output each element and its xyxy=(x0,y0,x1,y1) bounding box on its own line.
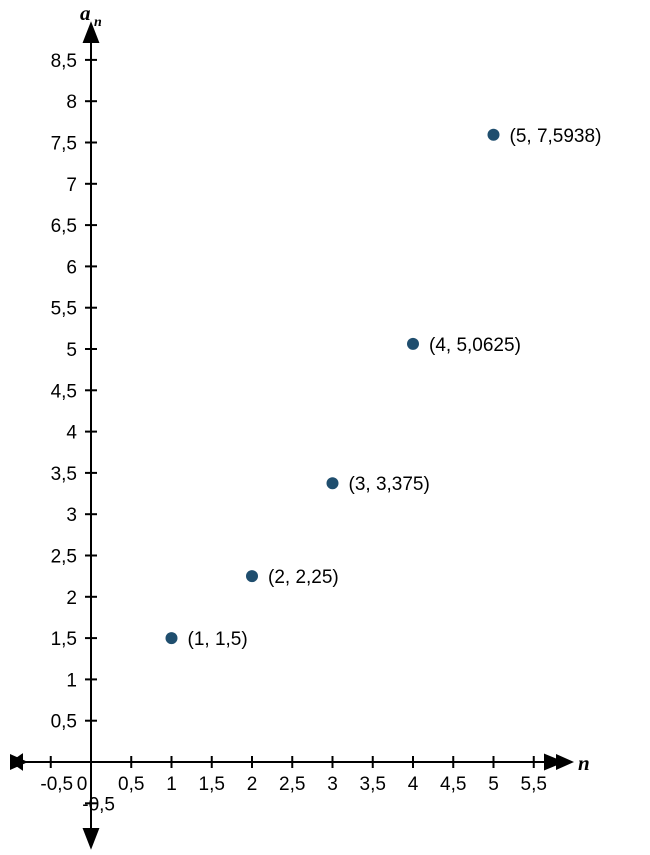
x-tick-label: 3,5 xyxy=(359,774,386,795)
x-tick-label: 4,5 xyxy=(440,774,467,795)
y-tick-label: 2,5 xyxy=(50,546,77,568)
x-tick-label: 5,5 xyxy=(520,774,547,795)
y-axis-title: a xyxy=(80,1,91,25)
y-tick-label: 1 xyxy=(66,670,77,692)
y-tick-label: 3,5 xyxy=(50,463,77,485)
x-tick-label: 2,5 xyxy=(279,774,306,795)
y-tick-label: 1,5 xyxy=(50,629,77,651)
data-point-label: (3, 3,375) xyxy=(348,474,430,496)
x-tick-label: -0,5 xyxy=(40,774,74,795)
y-tick-label: 2 xyxy=(66,587,77,609)
y-axis-title-subscript: n xyxy=(94,15,102,30)
x-axis-right-arrow xyxy=(545,755,562,769)
data-point-label: (5, 7,5938) xyxy=(509,125,602,147)
data-point xyxy=(246,570,258,582)
data-point-label: (4, 5,0625) xyxy=(429,334,521,356)
x-tick-label: 0,5 xyxy=(118,774,145,795)
data-point xyxy=(488,129,500,141)
data-point-label: (2, 2,25) xyxy=(268,567,339,589)
y-tick-label: 3 xyxy=(66,505,77,527)
data-point xyxy=(327,477,339,489)
x-tick-label: 1 xyxy=(166,774,177,795)
y-tick-label: 8 xyxy=(66,92,77,114)
y-tick-label: 4 xyxy=(66,422,77,444)
y-tick-label: 6,5 xyxy=(50,216,77,238)
y-axis-bottom-arrow xyxy=(84,829,98,847)
y-tick-label: 5 xyxy=(66,340,77,361)
data-point-label: (1, 1,5) xyxy=(187,629,248,651)
x-tick-label: 3 xyxy=(327,774,338,795)
data-points xyxy=(166,126,602,650)
y-tick-label: 0,5 xyxy=(50,711,77,733)
data-point xyxy=(166,632,178,644)
y-axis-ticks xyxy=(51,51,115,815)
data-point xyxy=(407,338,419,350)
x-tick-label: 4 xyxy=(407,774,419,795)
y-tick-label: 4,5 xyxy=(50,381,77,403)
x-tick-label: 2 xyxy=(246,774,258,795)
x-tick-label: 1,5 xyxy=(198,774,225,795)
y-tick-label: 8,5 xyxy=(50,50,77,72)
x-tick-label: 5 xyxy=(488,774,499,795)
y-tick-label: 5,5 xyxy=(50,298,77,320)
y-tick-label: 7,5 xyxy=(50,133,77,155)
x-axis-left-arrow xyxy=(12,755,30,769)
x-axis-title: n xyxy=(578,751,590,775)
x-tick-label: 0 xyxy=(76,774,88,795)
y-tick-label: 7 xyxy=(66,174,77,196)
y-tick-label: 6 xyxy=(66,257,77,279)
y-tick-label: -0,5 xyxy=(82,794,115,816)
